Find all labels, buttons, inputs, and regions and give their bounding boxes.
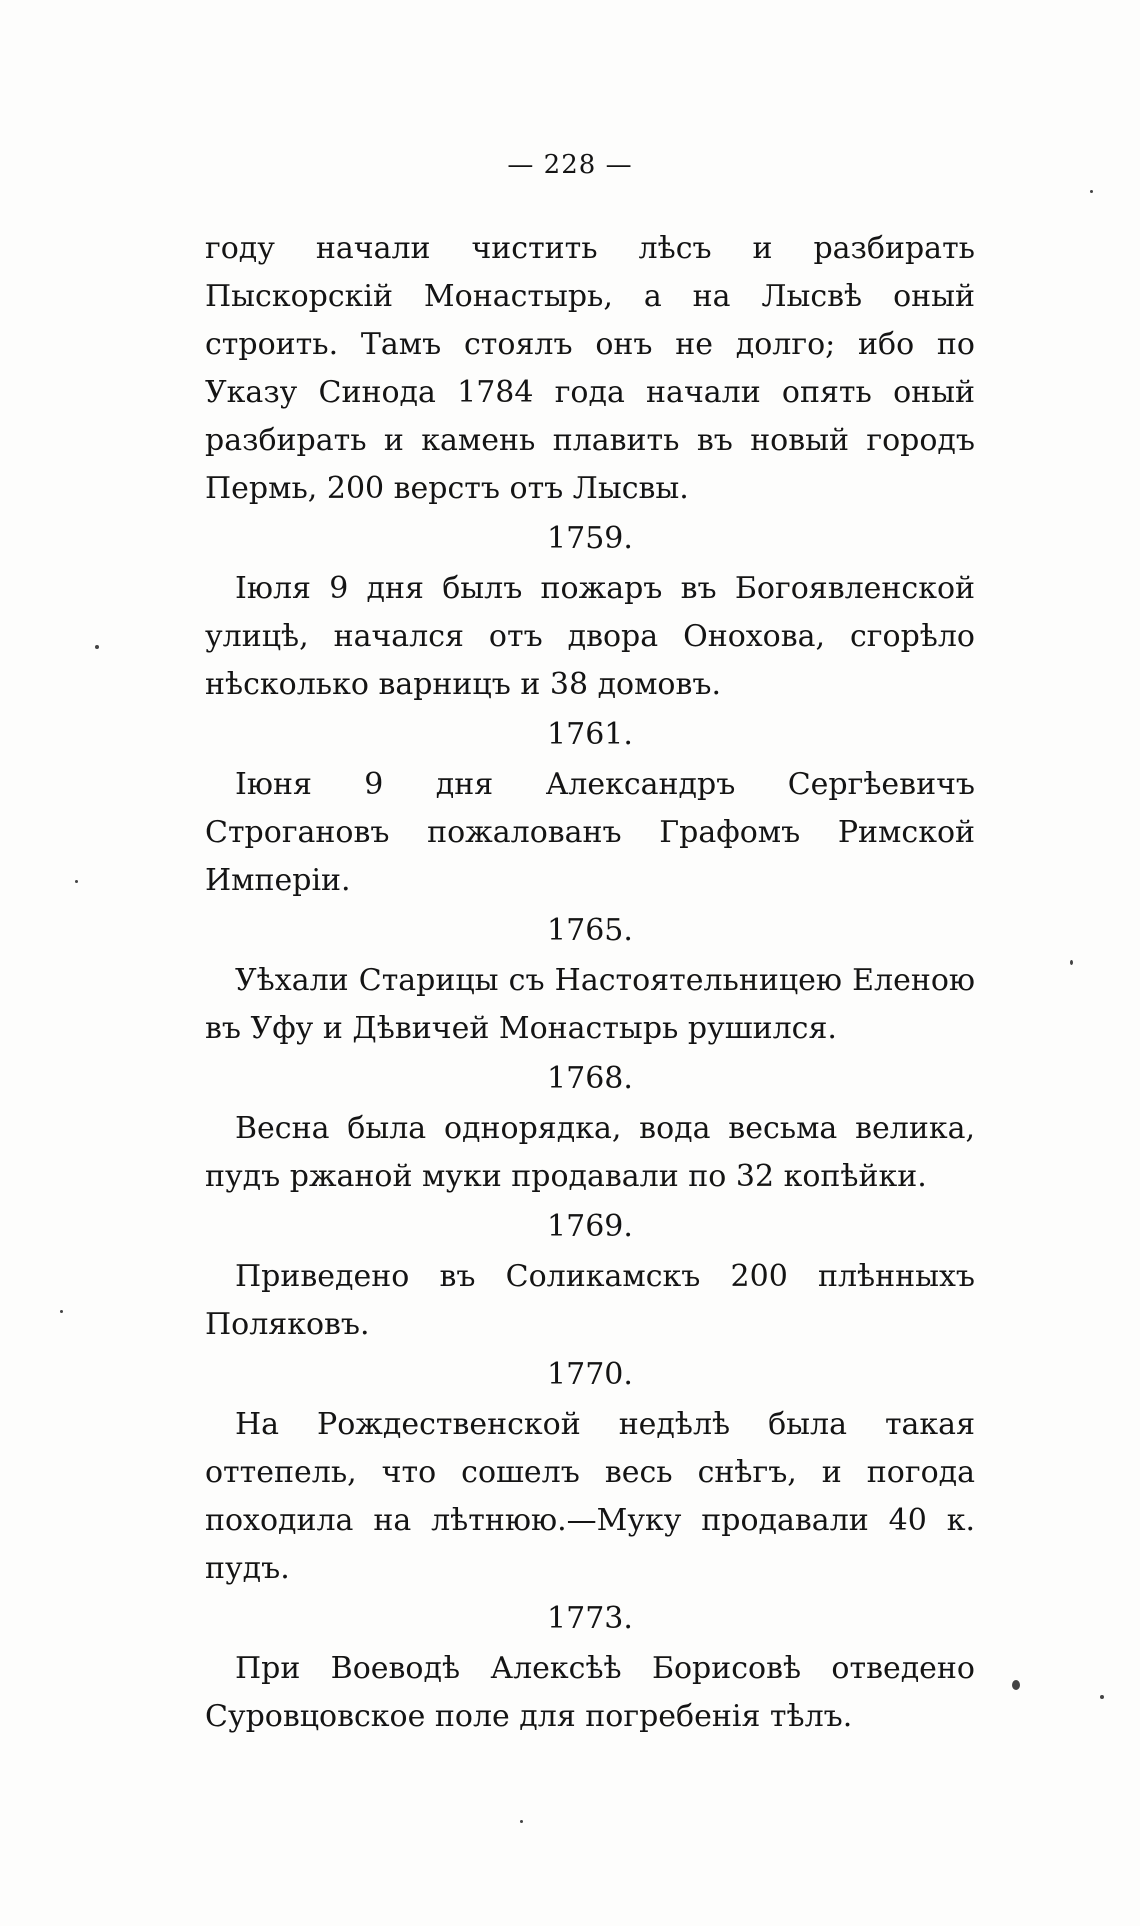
paragraph-1769: Приведено въ Соликамскъ 200 плѣнныхъ Поляковъ.	[205, 1259, 975, 1342]
year-heading-1761: 1761.	[547, 717, 633, 752]
scan-speck	[1100, 1695, 1104, 1699]
year-heading-1770: 1770.	[547, 1357, 633, 1392]
paragraph-1770: На Рождественской недѣлѣ была такая оттепель, что сошелъ весь снѣгъ, и погода походила на лѣтнюю.—Муку продавали 40 к. пудъ.	[205, 1407, 975, 1586]
year-heading-1759: 1759.	[547, 521, 633, 556]
page-number-header: — 228 —	[507, 150, 633, 180]
scan-speck	[520, 1820, 523, 1823]
scan-speck	[75, 880, 78, 883]
scan-speck	[60, 1310, 63, 1313]
scan-speck	[95, 645, 99, 649]
paragraph-1773: При Воеводѣ Алексѣѣ Борисовѣ отведено Суровцовское поле для погребенiя тѣлъ.	[205, 1651, 975, 1734]
scan-speck	[1090, 190, 1093, 193]
paragraph-1768: Весна была однорядка, вода весьма велика, пудъ ржаной муки продавали по 32 копѣйки.	[205, 1111, 975, 1194]
scan-speck	[1070, 960, 1073, 965]
page-text	[205, 225, 975, 1741]
paragraph-1761: Iюня 9 дня Александръ Сергѣевичъ Строгановъ пожалованъ Графомъ Римской Имперiи.	[205, 767, 975, 898]
year-heading-1765: 1765.	[547, 913, 633, 948]
year-heading-1768: 1768.	[547, 1061, 633, 1096]
paragraph-continuation: году начали чистить лѣсъ и разбирать Пыскорскiй Монастырь, а на Лысвѣ оный строить. Тамъ стоялъ онъ не долго; ибо по Указу Синода 1784 года начали опять оный разбирать и камень плавить въ новый городъ Пермь, 200 верстъ отъ Лысвы.	[205, 231, 975, 506]
paragraph-1759: Iюля 9 дня былъ пожаръ въ Богоявленской улицѣ, начался отъ двора Онохова, сгорѣло нѣсколько варницъ и 38 домовъ.	[205, 571, 975, 702]
scan-speck	[1012, 1680, 1020, 1690]
year-heading-1773: 1773.	[547, 1601, 633, 1636]
year-heading-1769: 1769.	[547, 1209, 633, 1244]
paragraph-1765: Уѣхали Старицы съ Настоятельницею Еленою въ Уфу и Дѣвичей Монастырь рушился.	[205, 963, 975, 1046]
